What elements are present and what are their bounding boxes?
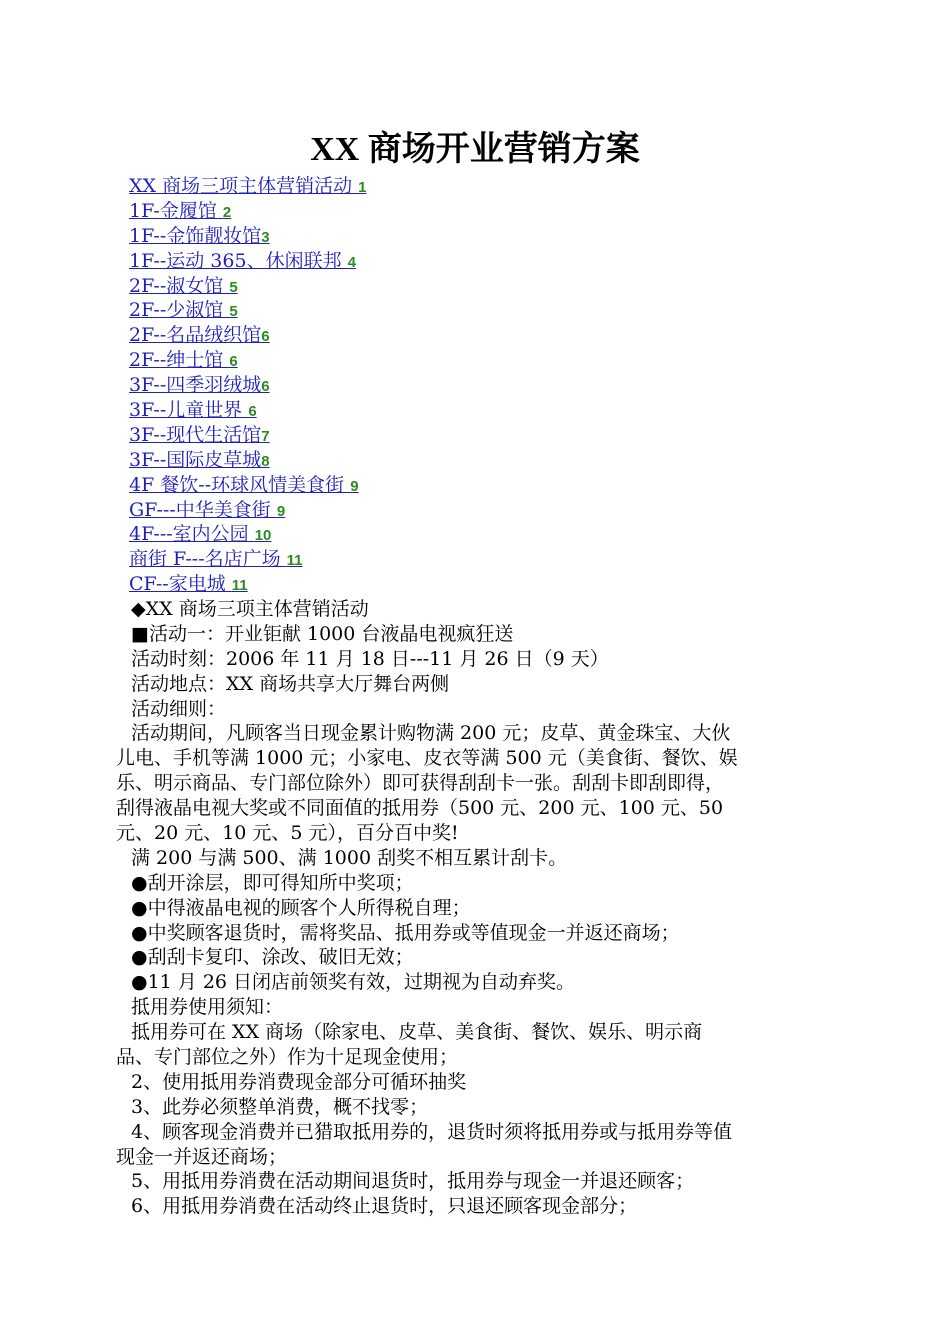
toc-entry[interactable] [129,572,366,597]
toc-page-number[interactable]: 11 [231,577,248,595]
toc-link[interactable]: 2F--少淑馆 [129,299,230,322]
toc-link[interactable]: CF--家电城 [129,573,232,596]
body-line: 儿电、手机等满 1000 元；小家电、皮衣等满 500 元（美食街、餐饮、娱 [116,747,738,770]
body-line: 乐、明示商品、专门部位除外）即可获得刮刮卡一张。刮刮卡即刮即得， [116,772,725,795]
toc-entry[interactable] [129,249,366,274]
body-line: 现金一并返还商场； [116,1145,288,1168]
toc-entry[interactable] [129,423,366,448]
body-line: 5、用抵用券消费在活动期间退货时，抵用券与现金一并退还顾客； [131,1170,695,1193]
toc-link[interactable]: 1F-金履馆 [129,199,223,222]
toc-link[interactable]: 3F--儿童世界 [129,399,249,422]
toc-page-number[interactable]: 6 [261,328,270,346]
toc-page-number[interactable]: 6 [261,378,270,396]
toc-link[interactable]: 3F--现代生活馆 [129,423,262,446]
toc-entry[interactable] [129,522,366,547]
toc-entry[interactable] [129,448,366,473]
table-of-contents [129,174,366,597]
toc-link[interactable]: 3F--国际皮草城 [129,448,262,471]
toc-link[interactable]: XX 商场三项主体营销活动 [129,175,359,197]
toc-link[interactable]: 1F--运动 365、休闲联邦 [129,249,348,272]
document-body [116,597,846,1219]
body-line: 刮得液晶电视大奖或不同面值的抵用券（500 元、200 元、100 元、50 [116,797,724,820]
body-line: 3、此券必须整单消费，概不找零； [131,1095,429,1118]
toc-page-number[interactable]: 11 [286,552,303,570]
toc-page-number[interactable]: 6 [248,403,257,421]
toc-page-number[interactable]: 5 [229,303,238,321]
body-line: 满 200 与满 500、满 1000 刮奖不相互累计刮卡。 [131,846,568,869]
toc-entry[interactable] [129,323,366,348]
toc-link[interactable]: 1F--金饰靓妆馆 [129,224,262,247]
body-line: 抵用券使用须知： [131,996,284,1019]
body-line: 活动期间，凡顾客当日现金累计购物满 200 元；皮草、黄金珠宝、大伙 [131,722,731,745]
toc-link[interactable]: 4F 餐饮--环球风情美食街 [129,473,351,496]
toc-entry[interactable] [129,298,366,323]
body-line: 2、使用抵用券消费现金部分可循环抽奖 [131,1070,467,1093]
toc-page-number[interactable]: 9 [350,477,359,495]
toc-page-number[interactable]: 6 [229,353,238,371]
toc-link[interactable]: 3F--四季羽绒城 [129,374,262,397]
body-line: 抵用券可在 XX 商场（除家电、皮草、美食街、餐饮、娱乐、明示商 [131,1021,703,1044]
toc-page-number[interactable]: 2 [222,203,232,221]
toc-page-number[interactable]: 4 [347,253,356,271]
toc-link[interactable]: 2F--淑女馆 [129,274,230,297]
body-line: ■活动一：开业钜献 1000 台液晶电视疯狂送 [131,622,514,645]
toc-entry[interactable] [129,224,366,249]
body-line: ●中得液晶电视的顾客个人所得税自理； [131,896,471,919]
toc-entry[interactable] [129,274,366,299]
toc-page-number[interactable]: 8 [261,452,270,470]
body-line: ●11 月 26 日闭店前领奖有效，过期视为自动弃奖。 [131,971,576,994]
toc-link[interactable]: GF---中华美食街 [129,498,277,521]
toc-page-number[interactable]: 9 [276,502,286,520]
body-line: 活动地点：XX 商场共享大厅舞台两侧 [131,672,450,695]
page-title: XX 商场开业营销方案 [310,131,640,168]
toc-entry[interactable] [129,199,366,224]
body-line: ◆XX 商场三项主体营销活动 [131,598,369,620]
body-line: ●刮开涂层，即可得知所中奖项； [131,871,414,894]
toc-link[interactable]: 2F--绅士馆 [129,349,230,372]
toc-entry[interactable] [129,348,366,373]
toc-page-number[interactable]: 5 [229,278,238,296]
body-line: 元、20 元、10 元、5 元），百分百中奖! [116,822,459,845]
body-line: ●刮刮卡复印、涂改、破旧无效； [131,946,414,969]
body-line: 6、用抵用券消费在活动终止退货时，只退还顾客现金部分； [131,1195,638,1218]
toc-link[interactable]: 商街 F---名店广场 [129,548,287,571]
toc-entry[interactable] [129,498,366,523]
toc-entry[interactable] [129,547,366,572]
toc-entry[interactable] [129,373,366,398]
toc-entry[interactable] [129,398,366,423]
body-line: ●中奖顾客退货时，需将奖品、抵用券或等值现金一并返还商场； [131,921,680,944]
toc-page-number[interactable]: 1 [358,179,367,196]
body-line: 活动时刻：2006 年 11 月 18 日---11 月 26 日（9 天） [131,647,609,670]
toc-entry[interactable] [129,174,366,199]
toc-page-number[interactable]: 3 [261,228,270,246]
body-line: 活动细则： [131,697,227,720]
body-line: 4、顾客现金消费并已猎取抵用券的，退货时须将抵用券或与抵用券等值 [131,1120,733,1143]
toc-entry[interactable] [129,473,366,498]
toc-page-number[interactable]: 7 [261,427,270,445]
toc-link[interactable]: 4F---室内公园 [129,523,255,546]
toc-page-number[interactable]: 10 [254,527,272,545]
toc-link[interactable]: 2F--名品绒织馆 [129,324,262,347]
body-line: 品、专门部位之外）作为十足现金使用； [116,1046,459,1069]
